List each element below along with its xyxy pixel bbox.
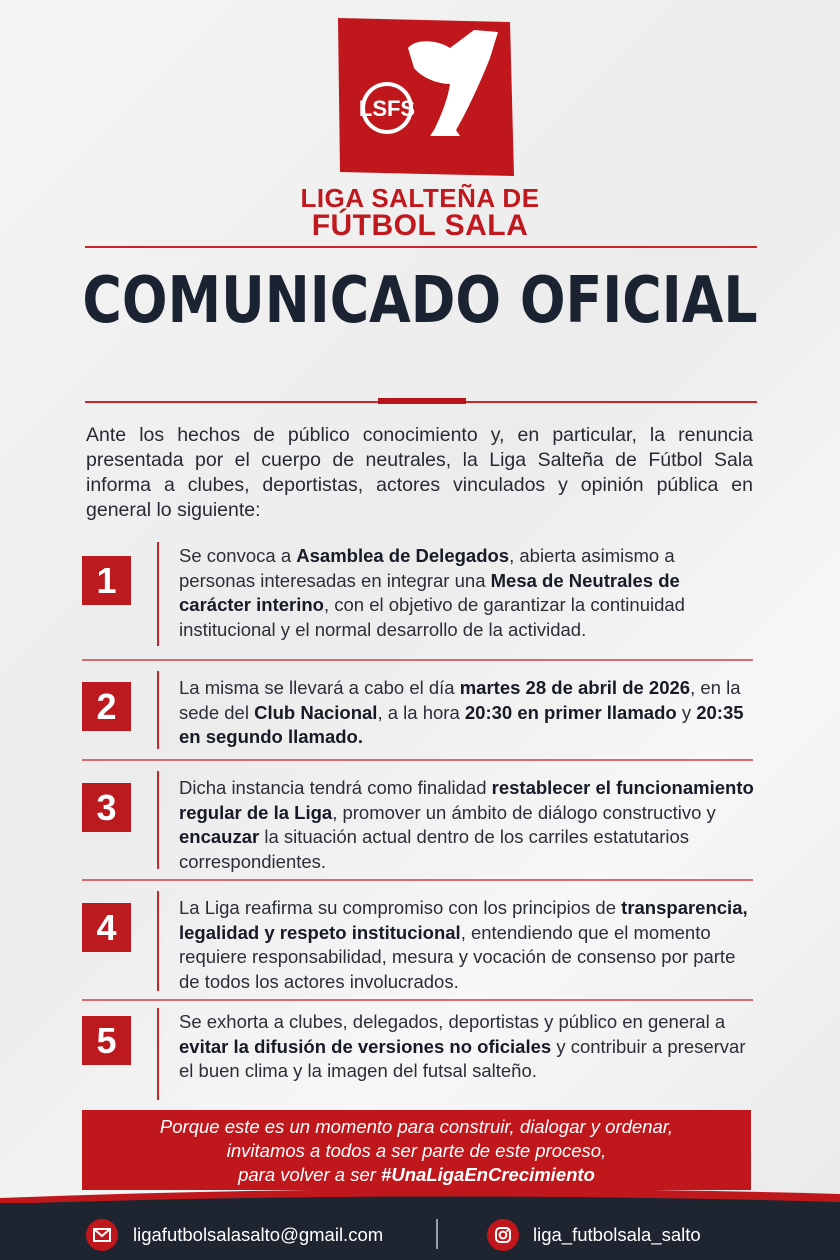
item-number-badge: 3 bbox=[82, 783, 131, 832]
intro-paragraph: Ante los hechos de público conocimiento y, en particular, la renuncia presentada por el cuerpo de neutrales, la Liga Salteña de Fútbol Sala informa a clubes, deportistas, actores vinculados y opinión pública en general lo siguiente: bbox=[86, 424, 753, 521]
banner-line1: Porque este es un momento para construir, dialogar y ordenar, bbox=[159, 1116, 674, 1137]
item-text: Dicha instancia tendrá como finalidad restablecer el funcionamiento regular de la Liga, promover un ámbito de diálogo constructivo y encauzar la situación actual dentro de los carriles estatutarios correspondientes. bbox=[179, 777, 754, 872]
title-accent-bar bbox=[378, 398, 466, 404]
page-title: COMUNICADO OFICIAL bbox=[82, 264, 758, 338]
item-text: La Liga reafirma su compromiso con los principios de transparencia, legalidad y respeto institucional, entendiendo que el momento requiere responsabilidad, mesura y vocación de consenso por parte de todos los actores involucrados. bbox=[179, 897, 748, 992]
item-separator bbox=[82, 759, 753, 761]
footer-bar bbox=[0, 1203, 840, 1260]
item-vertical-rule bbox=[157, 542, 159, 646]
league-logo bbox=[338, 18, 514, 176]
org-name-line1: LIGA SALTEÑA DE bbox=[300, 183, 540, 213]
item-vertical-rule bbox=[157, 1008, 159, 1100]
item-number-badge: 4 bbox=[82, 903, 131, 952]
item-text: La misma se llevará a cabo el día martes 28 de abril de 2026, en la sede del Club Nacional, a la hora 20:30 en primer llamado y 20:35 en segundo llamado. bbox=[179, 677, 744, 747]
item-number-badge: 5 bbox=[82, 1016, 131, 1065]
item-text: Se convoca a Asamblea de Delegados, abierta asimismo a personas interesadas en integrar una Mesa de Neutrales de carácter interino, con el objetivo de garantizar la continuidad institucional y el normal desarrollo de la actividad. bbox=[179, 545, 685, 640]
closing-banner bbox=[82, 1110, 751, 1190]
footer-email[interactable]: ligafutbolsalasalto@gmail.com bbox=[133, 1224, 384, 1245]
org-name-line2: FÚTBOL SALA bbox=[311, 209, 529, 242]
mail-icon bbox=[86, 1219, 118, 1251]
header-divider bbox=[85, 246, 757, 248]
footer-instagram[interactable]: liga_futbolsala_salto bbox=[533, 1224, 701, 1245]
banner-line2: invitamos a todos a ser parte de este proceso, bbox=[226, 1140, 607, 1161]
item-text: Se exhorta a clubes, delegados, deportistas y público en general a evitar la difusión de versiones no oficiales y contribuir a preservar el buen clima y la imagen del futsal salteño. bbox=[179, 1011, 746, 1081]
banner-line3: para volver a ser #UnaLigaEnCrecimiento bbox=[238, 1164, 595, 1185]
item-separator bbox=[82, 879, 753, 881]
item-number-badge: 2 bbox=[82, 682, 131, 731]
footer-divider bbox=[436, 1219, 438, 1249]
item-vertical-rule bbox=[157, 771, 159, 869]
item-vertical-rule bbox=[157, 891, 159, 991]
item-separator bbox=[82, 999, 753, 1001]
item-vertical-rule bbox=[157, 671, 159, 749]
item-separator bbox=[82, 659, 753, 661]
item-number-badge: 1 bbox=[82, 556, 131, 605]
hashtag: #UnaLigaEnCrecimiento bbox=[381, 1164, 595, 1185]
instagram-icon bbox=[487, 1219, 519, 1251]
logo-text: LSFS bbox=[358, 96, 416, 121]
